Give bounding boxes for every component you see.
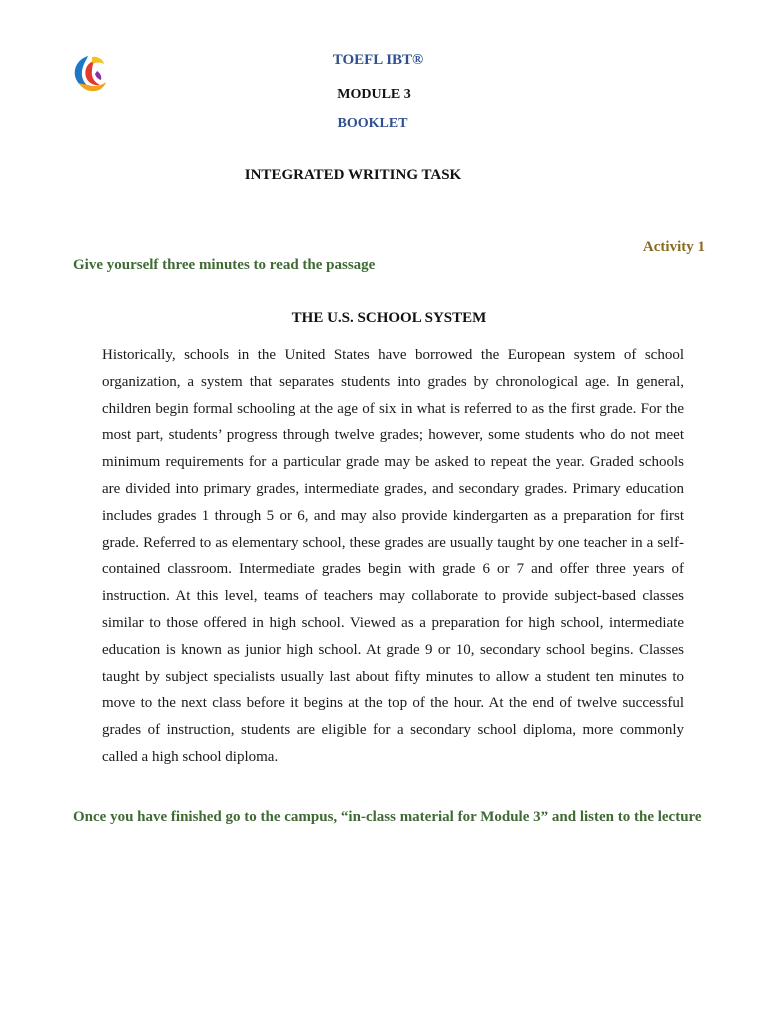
header-title: TOEFL IBT® [332,52,424,68]
activity-label: Activity 1 [642,239,705,255]
passage-text: Historically, schools in the United States have borrowed the European system of school organization, a system that separates students into grades by chronological age. In general, children begin formal schooling at the age of six in what is referred to as the first grade. For the most part, students’ progress through twelve grades; however, some students who do not meet minimum requirements for a particular grade may be asked to repeat the year. Graded schools are divided into primary grades, intermediate grades, and secondary grades. Primary education includes grades 1 through 5 or 6, and may also provide kindergarten as a preparation for first grade. Referred to as elementary school, these grades are usually taught by one teacher in a self-contained classroom. Intermediate grades begin with grade 6 or 7 and offer three years of instruction. At this level, teams of teachers may collaborate to provide subject-based classes similar to those offered in high school. Viewed as a preparation for high school, intermediate education is known as junior high school. At grade 9 or 10, secondary school begins. Classes taught by subject specialists usually last about fifty minutes to allow a student ten minutes to move to the next class before it begins at the top of the hour. At the end of twelve successful grades of instruction, students are eligible for a secondary school diploma, more commonly called a high school diploma. [102,347,684,765]
task-title: INTEGRATED WRITING TASK [244,167,462,183]
passage-title: THE U.S. SCHOOL SYSTEM [291,310,487,326]
module-label: MODULE 3 [337,87,411,102]
lecture-instruction: Once you have finished go to the campus, “in-class material for Module 3” and listen to the lecture [73,809,702,825]
booklet-label: BOOKLET [337,116,408,131]
reading-instruction: Give yourself three minutes to read the passage [73,257,376,273]
